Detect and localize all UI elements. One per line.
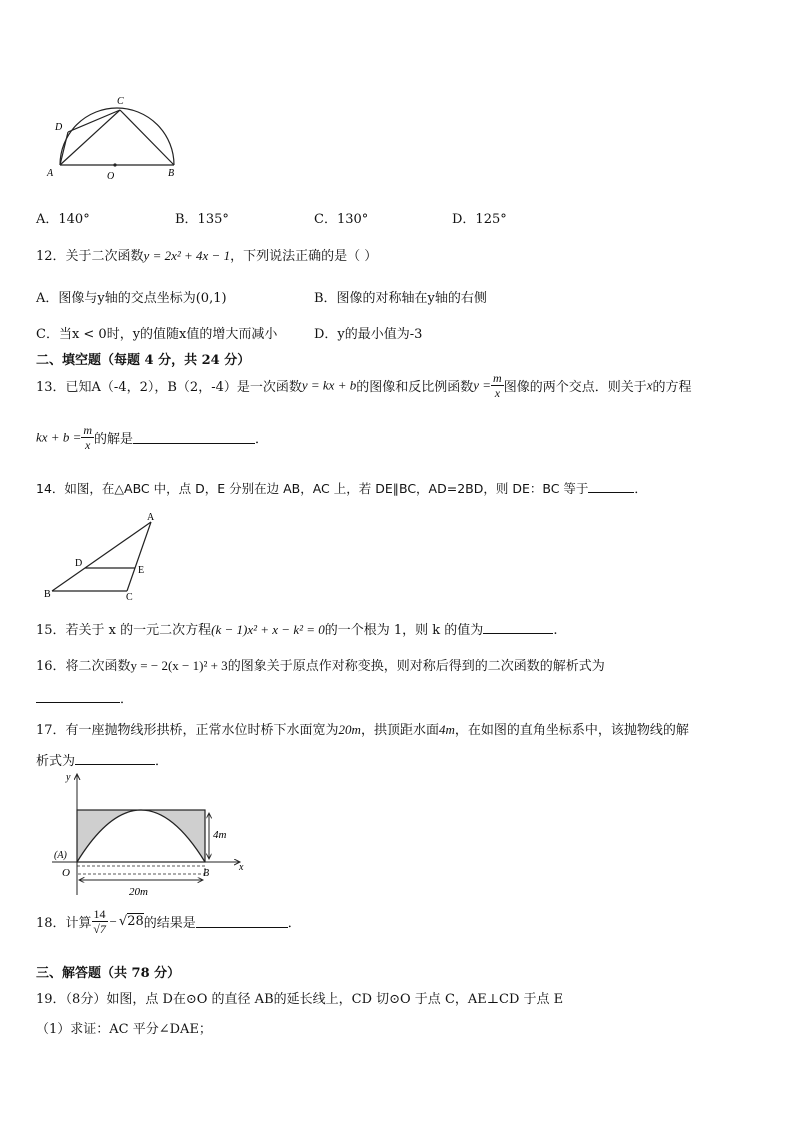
label-c: C: [126, 592, 133, 600]
q18-fraction: [92, 908, 108, 935]
q16-answer-blank[interactable]: [36, 690, 120, 703]
q17-text-d: 析式为: [36, 754, 76, 769]
segment-ad: [60, 132, 68, 165]
label-a: A: [47, 168, 54, 179]
q13-end: ．: [255, 432, 269, 447]
section-2-heading: 二、填空题（每题 4 分，共 24 分）: [36, 353, 251, 368]
segment-cb: [120, 110, 174, 165]
label-d: D: [75, 558, 83, 569]
section-3-heading: 三、解答题（共 78 分）: [36, 966, 181, 981]
label-o: O: [107, 171, 115, 182]
q13-eq-frac-num: m: [83, 423, 93, 437]
q16-formula: y = − 2(x − 1)² + 3: [130, 658, 228, 673]
q15-stem: [36, 619, 557, 638]
q18-minus: −: [109, 913, 117, 929]
q11-option-d: D．125°: [452, 212, 507, 227]
segment-ac: [60, 110, 120, 165]
q13-eq-frac-den: x: [85, 438, 91, 452]
q12-option-c: C．当x < 0时，y的值随x值的增大而减小: [36, 327, 278, 342]
label-c: C: [117, 96, 124, 107]
q18-end: ．: [287, 916, 301, 931]
label-b: B: [44, 589, 51, 600]
q13-part2: 的图像和反比例函数: [356, 380, 474, 395]
label-a: A: [147, 512, 155, 523]
q19-line1: 19．（8分）如图，点 D在⊙O 的直径 AB的延长线上，CD 切⊙O 于点 C，AE⊥CD 于点 E: [36, 992, 564, 1007]
q17-height: 4m: [438, 722, 455, 737]
q18-answer-blank[interactable]: [196, 915, 288, 928]
q14-figure: [40, 508, 165, 600]
q17-answer-blank[interactable]: [75, 752, 155, 765]
q12-prefix: 12．关于二次函数: [36, 249, 144, 264]
label-height: 4m: [213, 829, 227, 841]
label-e: E: [138, 565, 145, 576]
q13-part1: 13．已知A（-4，2），B（2，-4）是一次函数: [36, 380, 302, 395]
q18-radicand: 28: [127, 914, 144, 929]
q13-linear-function: y = kx + b: [301, 377, 357, 393]
q12-option-d: D．y的最小值为-3: [314, 327, 423, 342]
q15-formula: (k − 1)x² + x − k² = 0: [211, 622, 325, 637]
q18-sqrt: √28: [118, 914, 144, 929]
semicircle-arc: [60, 108, 174, 165]
q17-end: ．: [155, 754, 169, 769]
label-a: (A): [54, 850, 67, 861]
q17-text-a: 17．有一座抛物线形拱桥，正常水位时桥下水面宽为: [36, 723, 339, 738]
q12-suffix: ，下列说法正确的是（ ）: [230, 249, 378, 264]
q18-prefix: 18．计算: [36, 916, 92, 931]
q12-option-b: B．图像的对称轴在y轴的右侧: [314, 291, 487, 306]
q16-end: ．: [120, 692, 134, 707]
q13-frac-den: x: [494, 386, 501, 400]
q15-end: .: [553, 623, 558, 638]
label-o: O: [62, 867, 70, 879]
q13-inverse-lhs: y =: [473, 377, 492, 393]
q17-text-c: ，在如图的直角坐标系中，该抛物线的解: [454, 723, 689, 738]
q14-answer-blank[interactable]: [588, 480, 634, 493]
q16-stem: [36, 655, 605, 674]
q13-line1: [36, 372, 692, 399]
q18-den-radicand: 7: [99, 922, 106, 936]
q19-line2: （1）求证：AC 平分∠DAE；: [36, 1022, 212, 1037]
q17-text-b: ，拱顶距水面: [360, 723, 439, 738]
q18-stem: [36, 908, 301, 935]
q17-width: 20m: [338, 722, 361, 737]
q13-part3: 图像的两个交点．则关于: [503, 380, 647, 395]
q16-prefix: 16．将二次函数: [36, 659, 131, 674]
q13-answer-blank[interactable]: [133, 431, 255, 444]
q12-stem: [36, 245, 377, 264]
q13-line2-suffix: 的解是: [94, 432, 134, 447]
q17-line1: [36, 719, 689, 738]
q13-eq-lhs: kx + b =: [36, 429, 82, 445]
q12-option-a: A．图像与y轴的交点坐标为(0,1): [36, 291, 227, 306]
q11-option-c: C．130°: [314, 212, 369, 227]
q13-fraction: [491, 372, 504, 399]
q14-stem: [36, 479, 647, 497]
q15-answer-blank[interactable]: [483, 621, 553, 634]
label-d: D: [55, 122, 63, 133]
q16-answer-line: [36, 688, 133, 707]
q13-frac-num: m: [493, 371, 502, 385]
label-width: 20m: [129, 886, 148, 898]
q14-end: ．: [634, 481, 647, 496]
q18-numerator: 14: [93, 907, 106, 921]
q11-option-a: A．140°: [36, 212, 90, 227]
q18-denominator: √7: [93, 922, 106, 936]
label-b: B: [168, 168, 175, 179]
q13-line2: [36, 424, 268, 451]
q14-text: 14．如图，在△ABC 中，点 D，E 分别在边 AB，AC 上，若 DE∥BC，AD=2BD，则 DE：BC 等于: [36, 481, 589, 496]
label-x: x: [239, 862, 244, 873]
q13-eq-fraction: [81, 424, 94, 451]
q12-formula: y = 2x² + 4x − 1: [143, 248, 231, 263]
water-region: [77, 866, 205, 874]
label-b: B: [203, 868, 210, 879]
q13-var: x: [646, 377, 653, 393]
q11-option-b: B．135°: [175, 212, 229, 227]
q13-part4: 的方程: [652, 380, 692, 395]
q18-suffix: 的结果是: [143, 916, 196, 931]
q15-suffix: 的一个根为 1，则 k 的值为: [324, 623, 484, 638]
q15-prefix: 15．若关于 x 的一元二次方程: [36, 623, 212, 638]
side-ac: [127, 522, 151, 591]
q16-suffix: 的图象关于原点作对称变换，则对称后得到的二次函数的解析式为: [227, 659, 605, 674]
q17-line2: [36, 750, 168, 769]
side-ab: [52, 522, 151, 591]
center-point: [113, 163, 116, 166]
q17-figure: [40, 770, 255, 900]
label-y: y: [66, 772, 71, 783]
q11-figure: [40, 90, 190, 185]
